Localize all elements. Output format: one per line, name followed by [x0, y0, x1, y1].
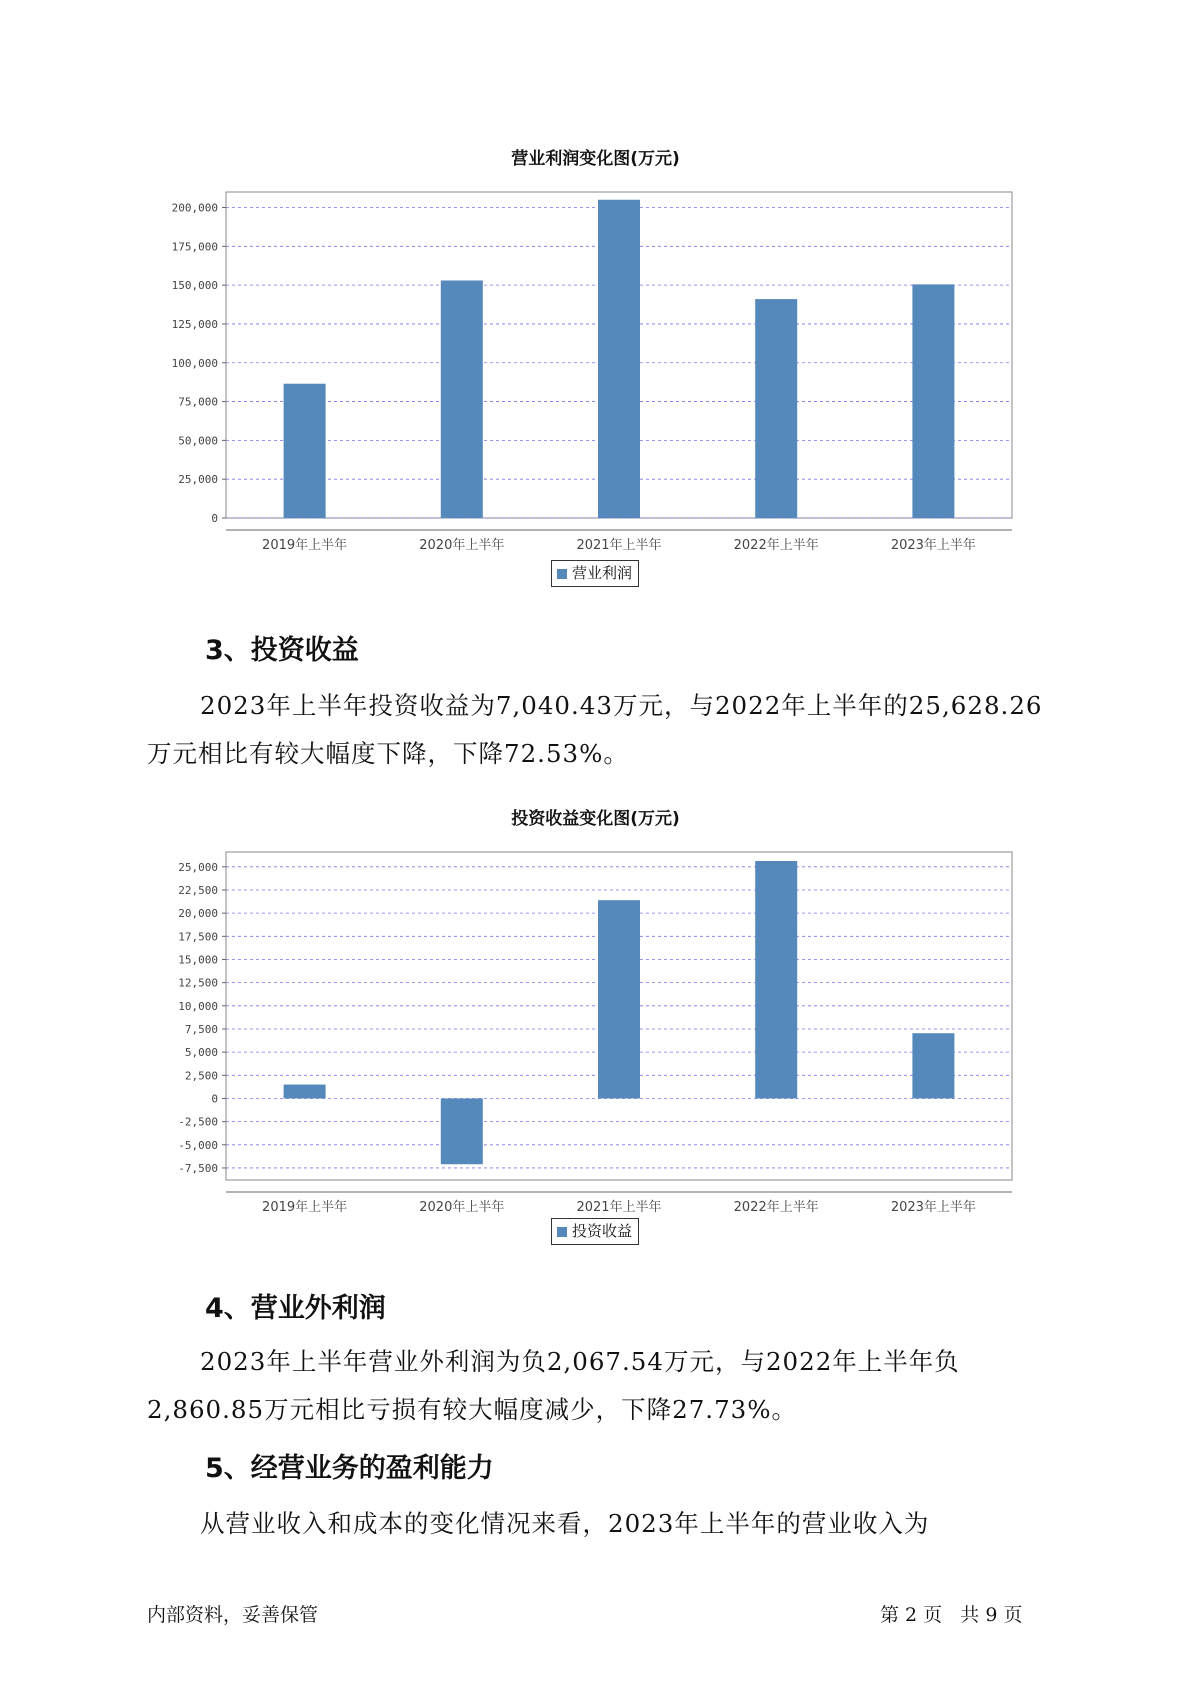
x-tick-label: 2022年上半年	[733, 1200, 819, 1215]
bar-5	[912, 1033, 954, 1098]
y-tick-label: 75,000	[178, 395, 218, 409]
y-tick-label: 125,000	[171, 317, 218, 331]
legend-swatch	[557, 1227, 567, 1237]
y-tick-label: 200,000	[171, 201, 218, 215]
y-tick-label: 22,500	[178, 883, 218, 897]
section3-paragraph: 2023年上半年投资收益为7,040.43万元，与2022年上半年的25,628.26万元相比有较大幅度下降，下降72.53%。	[147, 691, 1043, 768]
bar-1	[284, 1085, 326, 1099]
y-tick-label: 10,000	[178, 999, 218, 1013]
bar-2	[441, 1098, 483, 1164]
y-tick-label: 20,000	[178, 907, 218, 921]
y-tick-label: 25,000	[178, 860, 218, 874]
chart2-title: 投资收益变化图(万元)	[511, 809, 680, 829]
legend-label: 营业利润	[572, 564, 633, 582]
y-tick-label: 15,000	[178, 953, 218, 967]
y-tick-label: -5,000	[178, 1138, 218, 1152]
y-tick-label: 0	[211, 512, 218, 525]
x-tick-label: 2020年上半年	[419, 538, 505, 553]
section4-heading: 4、营业外利润	[205, 1293, 386, 1324]
chart1-title: 营业利润变化图(万元)	[511, 149, 680, 169]
section4-paragraph: 2023年上半年营业外利润为负2,067.54万元，与2022年上半年负2,860.85万元相比亏损有较大幅度减少，下降27.73%。	[147, 1347, 960, 1424]
section5-heading: 5、经营业务的盈利能力	[205, 1453, 494, 1484]
x-tick-label: 2023年上半年	[890, 1200, 976, 1215]
legend-label: 投资收益	[572, 1222, 633, 1240]
bar-4	[755, 861, 797, 1098]
y-tick-label: 175,000	[171, 240, 218, 254]
section5-paragraph: 从营业收入和成本的变化情况来看，2023年上半年的营业收入为	[200, 1509, 930, 1538]
bar-3	[598, 900, 640, 1098]
footer-left: 内部资料，妥善保管	[147, 1604, 319, 1626]
y-tick-label: 7,500	[184, 1022, 218, 1036]
y-tick-label: 0	[211, 1092, 218, 1106]
footer-page-number: 第 2 页 共 9 页	[880, 1604, 1023, 1626]
chart2-legend	[551, 1218, 639, 1245]
y-tick-label: 5,000	[184, 1046, 218, 1060]
y-tick-label: 2,500	[184, 1069, 218, 1083]
x-tick-label: 2019年上半年	[262, 538, 348, 553]
x-tick-label: 2019年上半年	[262, 1200, 348, 1215]
y-tick-label: -7,500	[178, 1161, 218, 1175]
y-tick-label: 12,500	[178, 976, 218, 990]
x-tick-label: 2021年上半年	[576, 538, 662, 553]
y-tick-label: 150,000	[171, 279, 218, 293]
x-tick-label: 2020年上半年	[419, 1200, 505, 1215]
y-tick-label: 25,000	[178, 473, 218, 487]
y-tick-label: 17,500	[178, 930, 218, 944]
section3-heading: 3、投资收益	[205, 635, 359, 666]
x-tick-label: 2022年上半年	[733, 538, 819, 553]
y-tick-label: -2,500	[178, 1115, 218, 1129]
x-tick-label: 2021年上半年	[576, 1200, 662, 1215]
y-tick-label: 100,000	[171, 356, 218, 370]
x-tick-label: 2023年上半年	[890, 538, 976, 553]
y-tick-label: 50,000	[178, 434, 218, 448]
